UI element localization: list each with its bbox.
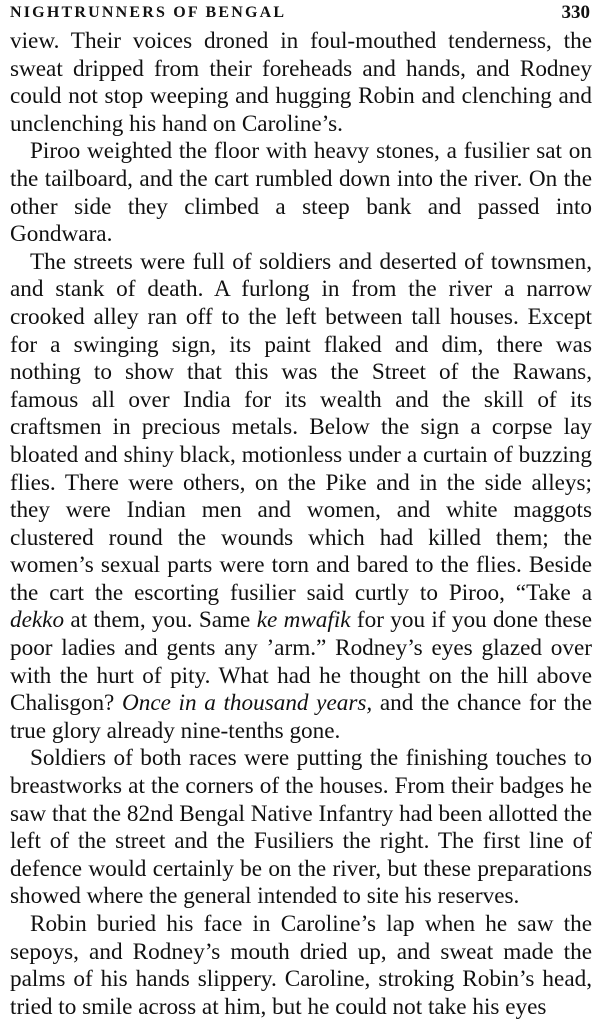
text-run: view. Their voices droned in foul-mouthed tenderness, the sweat dripped from their foreheads and hands, and Rodney could not stop weeping and hugging Robin and clenching and unclenching his hand on Caroline’s. bbox=[10, 28, 592, 137]
text-run: and the chance for the true glory already nine-tenths gone. bbox=[10, 690, 592, 744]
paragraph bbox=[10, 745, 592, 911]
page-number: 330 bbox=[561, 2, 590, 23]
text-run: at them, you. Same bbox=[64, 607, 257, 634]
italic-text: dekko bbox=[10, 607, 65, 634]
text-run: Robin buried his face in Caroline’s lap when he saw the sepoys, and Rodney’s mouth dried up, and sweat made the palms of his hands slippery. Caroline, stroking Robin’s head, tried to smile across at him, but he could not take his eyes bbox=[10, 911, 592, 1020]
paragraph bbox=[10, 28, 592, 138]
italic-text: Once in a thousand years, bbox=[121, 690, 373, 717]
paragraph bbox=[10, 138, 592, 248]
running-title: NIGHTRUNNERS OF BENGAL bbox=[10, 4, 287, 21]
page-header bbox=[10, 2, 592, 28]
body-text bbox=[10, 28, 592, 1021]
text-run: for you if you done these poor ladies and gents any ’arm.” Rodney’s eyes glazed over with the hurt of pity. What had he thought on the hill above Chalisgon? bbox=[10, 607, 592, 717]
text-run: Soldiers of both races were putting the finishing touches to breastworks at the corners of the houses. From their badges he saw that the 82nd Bengal Native Infantry had been allotted the left of the street and the Fusiliers the right. The first line of defence would certainly be on the river, but these preparations showed where the general intended to site his reserves. bbox=[10, 745, 592, 910]
italic-text: ke mwafik bbox=[256, 607, 351, 634]
text-run: The streets were full of soldiers and deserted of townsmen, and stank of death. A furlong in from the river a narrow crooked alley ran off to the left between tall houses. Except for a swinging sign, its paint flaked and dim, there was nothing to show that this was the Street of the Rawans, famous all over India for its wealth and the skill of its craftsmen in precious metals. Below the sign a corpse lay bloated and shiny black, motionless under a curtain of buzzing flies. There were others, on the Pike and in the side alleys; they were Indian men and women, and white maggots clustered round the wounds which had killed them; the women’s sexual parts were torn and bared to the flies. Beside the cart the escorting fusilier said curtly to Piroo, “Take a bbox=[10, 248, 592, 606]
text-run: Piroo weighted the floor with heavy stones, a fusilier sat on the tailboard, and the cart rumbled down into the river. On the other side they climbed a steep bank and passed into Gondwara. bbox=[10, 138, 592, 248]
paragraph bbox=[10, 911, 592, 1021]
paragraph bbox=[10, 249, 592, 746]
